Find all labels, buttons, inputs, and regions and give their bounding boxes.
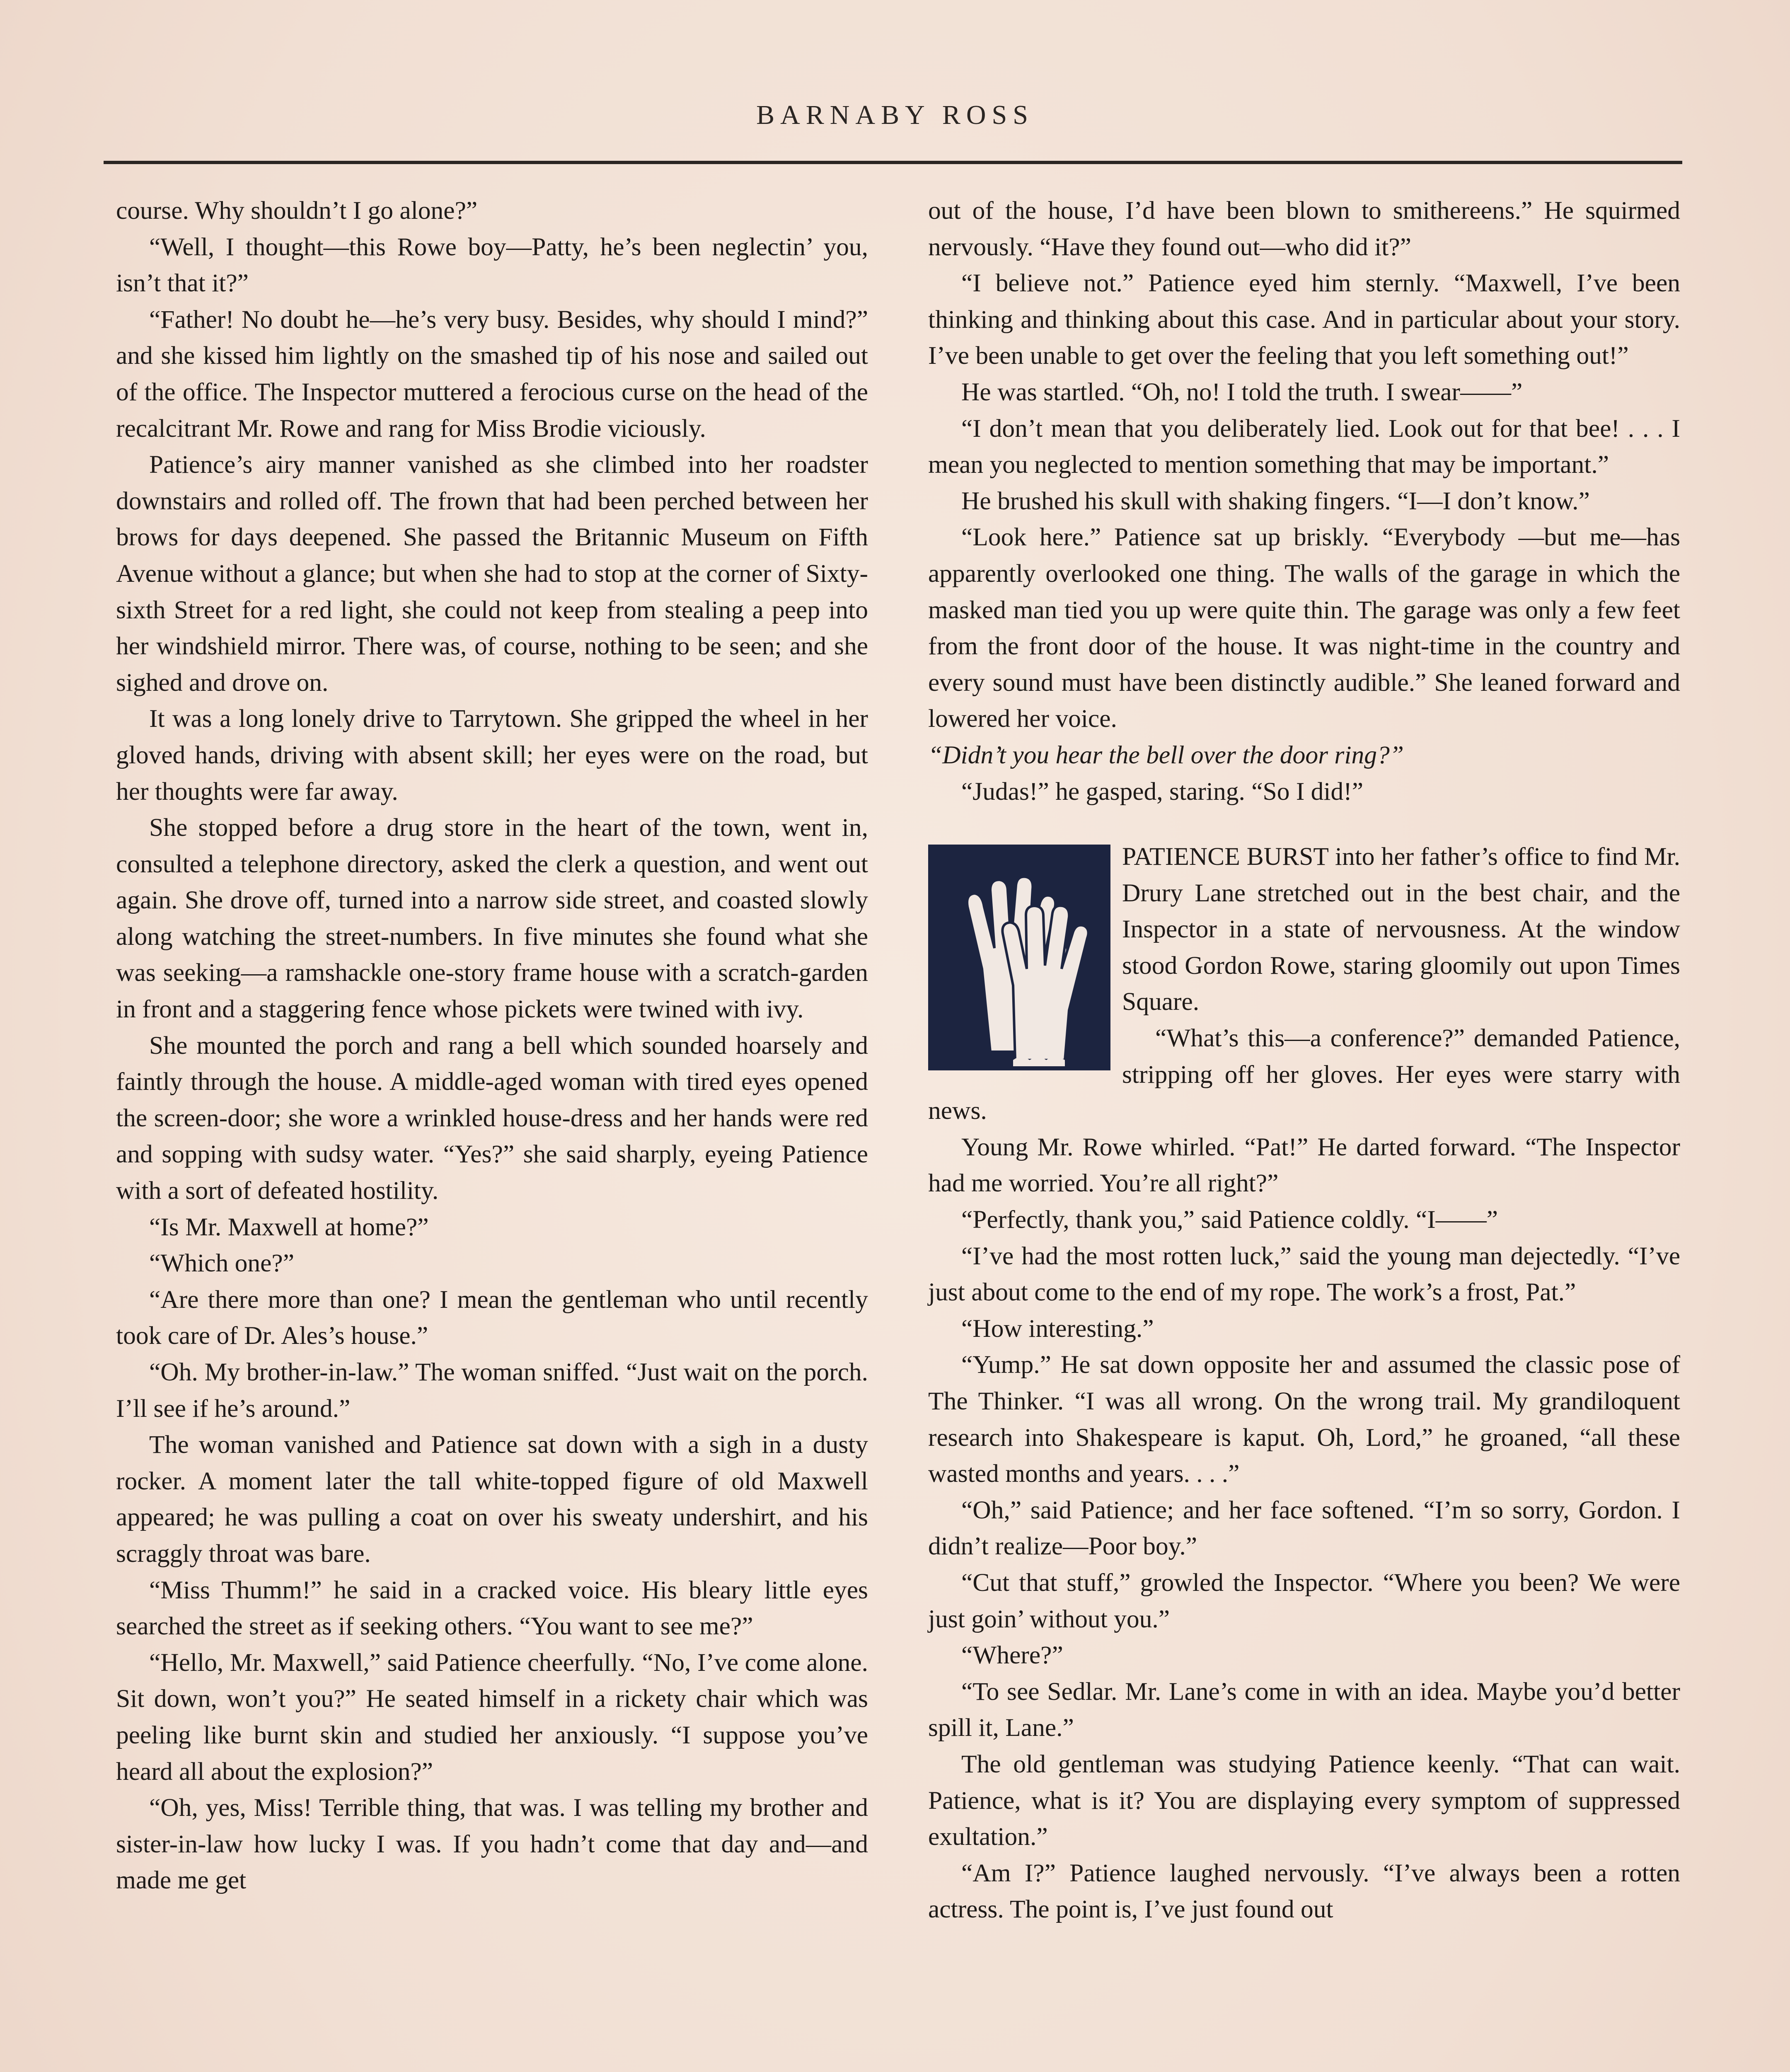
running-head: BARNABY ROSS [756, 100, 1034, 130]
paragraph: “Yump.” He sat down opposite her and assumed the classic pose of The Thinker. “I was all wrong. On the wrong trail. My grandiloquent research into Shakespeare is kaput. Oh, Lord,” he groaned, “all these wasted months and years. . . .” [928, 1351, 1680, 1488]
paragraph: “Am I?” Patience laughed nervously. “I’ve always been a rotten actress. The point is, I’ve just found out [928, 1859, 1680, 1924]
paragraph: “Judas!” he gasped, staring. “So I did!” [961, 777, 1364, 806]
paragraph: “Oh. My brother-in-law.” The woman sniffed. “Just wait on the porch. I’ll see if he’s around.” [116, 1358, 868, 1423]
paragraph: “Miss Thumm!” he said in a cracked voice. His bleary little eyes searched the street as if seeking others. “You want to see me?” [116, 1576, 868, 1641]
paragraph: “How interesting.” [961, 1314, 1154, 1343]
paragraph: “Oh, yes, Miss! Terrible thing, that was. I was telling my brother and sister-in-law how lucky I was. If you hadn’t come that day and—and made me get [116, 1794, 868, 1895]
paragraph: “Perfectly, thank you,” said Patience coldly. “I——” [961, 1205, 1498, 1234]
paragraph: “Hello, Mr. Maxwell,” said Patience cheerfully. “No, I’ve come alone. Sit down, won’t you?” He seated himself in a rickety chair which was peeling like burnt skin and studied her anxiously. “I suppose you’ve heard all about the explosion?” [116, 1648, 868, 1786]
paragraph: She stopped before a drug store in the heart of the town, went in, consulted a telephone directory, asked the clerk a question, and went out again. She drove off, turned into a narrow side street, and coasted slowly along watching the street-numbers. In five minutes she found what she was seeking—a ramshackle one-story frame house with a scratch-garden in front and a staggering fence whose pickets were twined with ivy. [116, 813, 868, 1024]
paragraph: “What’s this—a conference?” demanded Patience, stripping off her gloves. Her eyes were starry with news. [928, 1024, 1680, 1125]
paragraph: “To see Sedlar. Mr. Lane’s come in with an idea. Maybe you’d better spill it, Lane.” [928, 1677, 1680, 1742]
section-opening-paragraph: PATIENCE BURST into her father’s office to find Mr. Drury Lane stretched out in the best chair, and the Inspector in a state of nervousness. At the window stood Gordon Rowe, staring gloomily out upon Times Square. [1122, 842, 1680, 1016]
paragraph: out of the house, I’d have been blown to smithereens.” He squirmed nervously. “Have they found out—who did it?” [928, 196, 1680, 261]
gloves-icon [928, 845, 1110, 1070]
paragraph: “Oh,” said Patience; and her face softened. “I’m so sorry, Gordon. I didn’t realize—Poor boy.” [928, 1496, 1680, 1561]
paragraph: Young Mr. Rowe whirled. “Pat!” He darted forward. “The Inspector had me worried. You’re all right?” [928, 1133, 1680, 1198]
paragraph: “Where?” [961, 1641, 1063, 1670]
left-column [116, 193, 868, 1899]
paragraph: He brushed his skull with shaking fingers. “I—I don’t know.” [961, 487, 1590, 515]
italic-line: “Didn’t you hear the bell over the door ring?” [928, 741, 1404, 769]
header-rule [104, 161, 1682, 164]
paragraph: He was startled. “Oh, no! I told the truth. I swear——” [961, 378, 1523, 406]
paragraph: Patience’s airy manner vanished as she climbed into her roadster downstairs and rolled off. The frown that had been perched between her brows for days deepened. She passed the Britannic Museum on Fifth Avenue without a glance; but when she had to stop at the corner of Sixty-sixth Street for a red light, she could not keep from stealing a peep into her windshield mirror. There was, of course, nothing to be seen; and she sighed and drove on. [116, 450, 868, 697]
section-break [928, 810, 1680, 839]
paragraph: It was a long lonely drive to Tarrytown. She gripped the wheel in her gloved hands, driving with absent skill; her eyes were on the road, but her thoughts were far away. [116, 704, 868, 806]
paragraph: “I don’t mean that you deliberately lied. Look out for that bee! . . . I mean you neglected to mention something that may be important.” [928, 414, 1680, 479]
paragraph: “I’ve had the most rotten luck,” said the young man dejectedly. “I’ve just about come to the end of my rope. The work’s a frost, Pat.” [928, 1242, 1680, 1307]
right-column [928, 193, 1680, 1928]
paragraph: course. Why shouldn’t I go alone?” [116, 196, 478, 225]
paragraph: The woman vanished and Patience sat down with a sigh in a dusty rocker. A moment later the tall white-topped figure of old Maxwell appeared; he was pulling a coat on over his sweaty undershirt, and his scraggly throat was bare. [116, 1431, 868, 1568]
paragraph: The old gentleman was studying Patience keenly. “That can wait. Patience, what is it? You are displaying every symptom of suppressed exultation.” [928, 1750, 1680, 1851]
paragraph: “Father! No doubt he—he’s very busy. Besides, why should I mind?” and she kissed him lightly on the smashed tip of his nose and sailed out of the office. The Inspector muttered a ferocious curse on the head of the recalcitrant Mr. Rowe and rang for Miss Brodie viciously. [116, 305, 868, 443]
paragraph: She mounted the porch and rang a bell which sounded hoarsely and faintly through the house. A middle-aged woman with tired eyes opened the screen-door; she wore a wrinkled house-dress and her hands were red and sopping with sudsy water. “Yes?” she said sharply, eyeing Patience with a sort of defeated hostility. [116, 1031, 868, 1205]
paragraph: “Is Mr. Maxwell at home?” [149, 1213, 429, 1241]
paragraph: “Cut that stuff,” growled the Inspector. “Where you been? We were just goin’ without you.” [928, 1568, 1680, 1633]
paragraph: “Which one?” [149, 1249, 294, 1278]
paragraph: “Look here.” Patience sat up briskly. “Everybody —but me—has apparently overlooked one thing. The walls of the garage in which the masked man tied you up were quite thin. The garage was only a few feet from the front door of the house. It was night-time in the country and every sound must have been distinctly audible.” She leaned forward and lowered her voice. [928, 523, 1680, 733]
paragraph: “Are there more than one? I mean the gentleman who until recently took care of Dr. Ales’s house.” [116, 1285, 868, 1350]
paragraph: “I believe not.” Patience eyed him sternly. “Maxwell, I’ve been thinking and thinking about this case. And in particular about your story. I’ve been unable to get over the feeling that you left something out!” [928, 269, 1680, 370]
paragraph: “Well, I thought—this Rowe boy—Patty, he’s been neglectin’ you, isn’t that it?” [116, 232, 868, 298]
